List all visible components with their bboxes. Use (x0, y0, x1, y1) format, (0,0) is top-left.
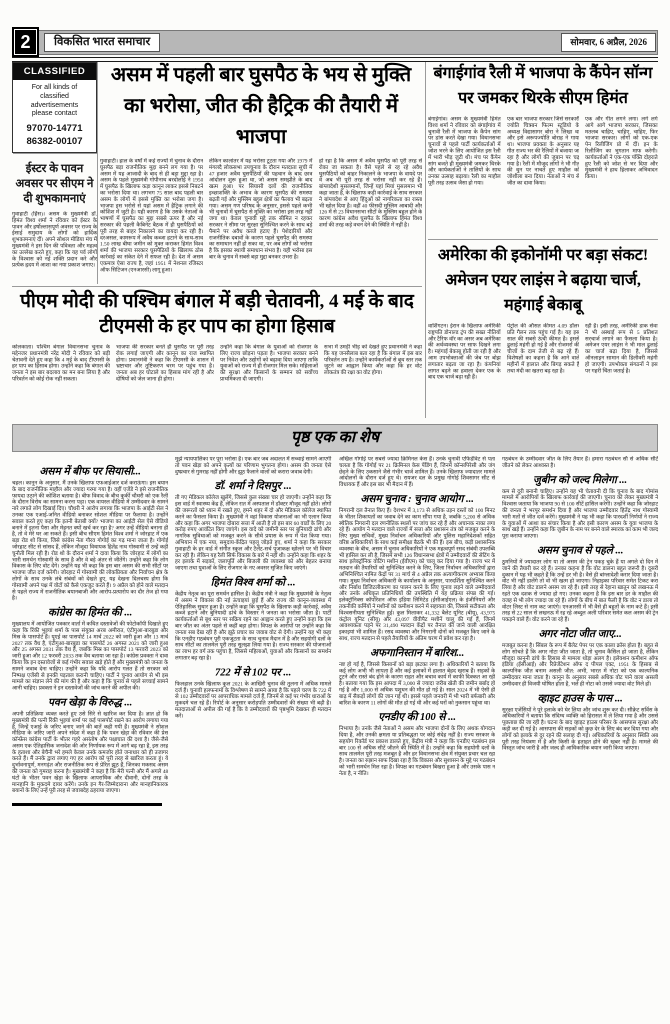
classified-line: classified (40, 92, 69, 100)
classified-phone-1: 97070-14771 (26, 123, 83, 135)
subhead-congress-himanta: कांग्रेस का हिमंत की ... (47, 606, 133, 619)
continuation-paragraph: निभाया है। उनके जैसे नेताओं ने असम और भाजपा दोनों के लिए अथक योगदान दिया है, और उनकी क्षमता या प्रतिबद्धता पर कोई संदेह नहीं है। राज्य सरकार के सहयोग रिकॉर्ड पर प्रकाश डालते हुए, केंद्रीय मंत्री ने कहा कि एनडीए गठबंधन इस बार 100 से अधिक सीटें जीतने की स्थिति में है। उन्होंने कहा कि सहयोगी दलों के साथ तालमेल पूरी तरह मजबूत है और हर विधानसभा क्षेत्र में संयुक्त प्रचार चल रहा है। जनता का रुझान साफ दिखा रहा है कि विकास और सुशासन के मुद्दे पर गठबंधन को भारी समर्थन मिल रहा है। विपक्ष का गठबंधन बिखरा हुआ है और उसके पास न नेता है, न नीति। (338, 725, 495, 777)
classified-phone-2: 86382-00107 (26, 135, 83, 147)
section-band: पृष्ठ एक का शेष (12, 424, 658, 452)
subhead-nda-100-seats: एनडीए की 100 से ... (377, 710, 456, 723)
modi-body-col-2: भाजपा की सरकार बनते ही घुसपैठ पर पूरी तरह रोक लगाई जाएगी और कानून का राज स्थापित होगा। प्रधानमंत्री ने कहा कि टीएमसी के शासन में भ्रष्टाचार और तुष्टिकरण चरम पर पहुंच गया है। जनता अब हर घोटाले का हिसाब मांग रही है और दोषियों को जेल जाना ही होगा। (116, 344, 214, 382)
economy-story (428, 243, 658, 435)
continuation-col-1 (12, 456, 168, 1016)
story-divider-rule (428, 239, 658, 240)
subhead-before-assam-polls: असम चुनाव से पहले ... (536, 543, 624, 556)
issue-date: सोमवार, 6 अप्रैल, 2026 (561, 33, 656, 52)
continuation-paragraph: कम से दूरी बनानी चाहिए। उन्होंने यह भी चेतावनी दी कि चुनाव के बाद गोमांस मामले में आरोपियों के खिलाफ कार्रवाई की जाएगी। चुनाव को लेकर मुख्यमंत्री ने विश्वास जताया कि भाजपा 90 से 100 सीटें हासिल करेगी। उन्होंने कहा कि जोरहाट की जनता ने भरपूर समर्थन दिया है और भाजपा उम्मीदवार हितेंद्र नाथ गोस्वामी भारी मतों से जीत दर्ज करेंगे। मुख्यमंत्री ने यह भी कहा कि पारदर्शी निर्णयों ने राज्य के युवाओं में आशा का संचार किया है और इसी कारण असम के युवा भाजपा के साथ खड़े हैं। उन्होंने कहा कि जुबीन के नाम पर बनने वाले स्मारक का काम भी जल्द पूरा कराया जाएगा। (501, 488, 658, 540)
masthead-title: विकसित भारत समाचार (44, 33, 160, 52)
modi-body-col-3: उन्होंने कहा कि बंगाल के युवाओं को रोजगार के लिए राज्य छोड़ना पड़ता है। भाजपा सरकार बनने पर निवेश और उद्योगों को बढ़ावा दिया जाएगा ताकि युवाओं को राज्य में ही रोजगार मिल सके। महिलाओं की सुरक्षा और किसानों के सम्मान को सर्वोच्च प्राथमिकता दी जाएगी। (220, 344, 318, 382)
continuation-paragraph: सुरक्षा एजेंसियों ने पूरे इलाके को घेर लिया और जांच शुरू कर दी। सीक्रेट सर्विस के अधिकारियों ने बताया कि संदिग्ध व्यक्ति को हिरासत में ले लिया गया है और उससे पूछताछ की जा रही है। घटना के बाद व्हाइट हाउस परिसर के आसपास सुरक्षा और कड़ी कर दी गई है। आसपास की सड़कों को कुछ देर के लिए बंद कर दिया गया और लोगों को इलाके से दूर रहने की सलाह दी गई। अधिकारियों के अनुसार स्थिति अब पूरी तरह नियंत्रण में है और किसी के हताहत होने की खबर नहीं है। मामले की विस्तृत जांच जारी है और जल्द ही आधिकारिक बयान जारी किया जाएगा। (501, 706, 658, 752)
continuation-paragraph: निगरानी दल तैनात किए हैं। देशभर में 3,173 से अधिक उड़न दस्तों को 100 मिनट के भीतर शिकायतों का जवाब देने का काम सौंपा गया है, जबकि 5,200 से अधिक स्थैतिक निगरानी दल रणनीतिक स्थलों पर जांच कर रहे हैं और अचानक नाका लगा रहे हैं। आयोग ने मतदान वाले राज्यों में सत्ता और प्रशासन तंत्र को मजबूत करने के लिए मुख्य सचिवों, मुख्य निर्वाचन अधिकारियों और पुलिस महानिदेशकों सहित वरिष्ठ अधिकारियों के साथ कई समीक्षा बैठकें भी की हैं। इस बीच, कड़ी प्रशासनिक व्यवस्था के बीच, असम में चुनाव अधिकारियों ने एक महत्वपूर्ण रसद संबंधी उपलब्धि भी हासिल कर ली है, जिसमें सभी 126 विधानसभा क्षेत्रों में उम्मीदवारों की सेटिंग के साथ इलेक्ट्रॉनिक वोटिंग मशीन (ईवीएम) को चालू कर दिया गया है। राज्य भर में मतदान की तैयारियों को सुनिश्चित करने के लिए, जिला निर्वाचन अधिकारियों द्वारा अभिनिश्चित नामित केंद्रों पर 31 मार्च से 4 अप्रैल तक अत्यागीकरण अभ्यास किया गया। मुख्य निर्वाचन अधिकारी के कार्यालय के अनुसार, पारदर्शिता सुनिश्चित करने और निर्बाध डिजिटलीकरण का पालन करने के लिए चुनाव लड़ने वाले उम्मीदवारों और उनके अधिकृत प्रतिनिधियों की उपस्थिति में यह प्रक्रिया संपन्न की गई। इलेक्ट्रॉनिक्स कॉर्पोरेशन ऑफ इंडिया लिमिटेड (ईसीआईएल) के इंजीनियरों और तकनीकी कर्मियों ने मशीनों को कमीशन करने में सहायता की, जिससे सटीकता और विश्वसनीयता सुनिश्चित हुई। कुल मिलाकर 41,332 बैलेट यूनिट (बीयू), 43,975 कंट्रोल यूनिट (सीयू) और 43,097 वीवीपैट मशीनें चालू की गई हैं, जिनमें आवश्यकता पड़ने पर 31,490 मतदान केंद्रों पर तैनात की जाने वाली आरक्षित इकाइयां भी शामिल हैं। रसद व्यवस्था और निगरानी दोनों को मजबूत किए जाने के साथ, राज्य मतदान से पहले तैयारियों के अंतिम चरण में प्रवेश कर रहा है। (338, 507, 495, 642)
bongaigaon-story (428, 61, 658, 226)
continuation-paragraph: नष्ट हो गई है, जिससे किसानों को बड़ा झटका लगा है। अधिकारियों ने बताया कि कई लोग अभी भी लापता हैं और कई इलाकों में हालात बेहद खराब हैं। सड़कों के टूटने और रास्ते बंद होने के कारण राहत और बचाव कार्य में काफी दिक्कत आ रही है। बताया गया कि इस आपदा में 3,000 से ज्यादा जरीब खेती की जमीन बर्बाद हो गई है और 1,000 से अधिक पशुधन की मौत हो गई है। साल 2024 में भी ऐसी ही बाढ़ में सैकड़ों लोगों की जान गई थी। इससे पहले जनवरी में भी भारी बर्फबारी और बारिश के कारण 11 लोगों की मौत हो गई थी और कई घरों को नुकसान पहुंचा था। (338, 661, 495, 706)
assam-headline: असम में पहली बार घुसपैठ के भय से मुक्ति का भरोसा, जीत की हैट्रिक की तैयारी में भाजपा (110, 64, 412, 148)
continuation-paragraph: मजबूत करना है। सिंबल के रूप में बैलेट पेपर पर एक काला क्रॉस होता है। बहुत से लोग सोचते हैं कि अगर नोटा जीत जाता है, तो चुनाव कैंसिल हो जाता है, लेकिन मौजूदा कानूनी ढांचे के हिसाब से मामला थोड़ा अलग है। इलेक्शन कमीशन ऑफ इंडिया (ईसीआई) और रिप्रेजेंटेशन ऑफ द पीपल एक्ट, 1951 के हिसाब से काल्पनिक जीत बनाम असली जीत: अभी, भारत में नोटा को एक काल्पनिक उम्मीदवार माना जाता है। कानून के अनुसार सबसे अधिक वोट पाने वाला असली उम्मीदवार ही विजयी घोषित होता है, भले ही नोटा को उससे ज्यादा वोट मिले हों। (501, 642, 658, 687)
economy-body-col-3: रही है। इसी तरह, अमेरिकी डाक सेवा ने भी अस्थाई रूप से 5 प्रतिशत सरचार्ज लगाने का फैसला किया है। अमेजन एयर लाइंस ने भी माल ढुलाई का चार्ज बढ़ा दिया है, जिससे ऑनलाइन सामान की डिलीवरी महंगी हो जाएगी। उपभोक्ता संगठनों ने इस पर गहरी चिंता जताई है। (585, 323, 659, 374)
continuation-paragraph: मुख्यालय में आयोजित पत्रकार वार्ता में कथित दस्तावेजों की फोटोकॉपी दिखाते हुए कहा कि रिंकी भुइयां शर्मा के पास संयुक्त अरब अमीरात, एंटीगुआ-बारबुडा और मिस्र के पासपोर्ट हैं। यूएई का पासपोर्ट 14 मार्च 2022 को जारी हुआ और 13 मार्च 2027 तक वैध है, एंटीगुआ-बारबुडा का पासपोर्ट 26 अगस्त 2021 को जारी हुआ और 25 अगस्त 2031 तक वैध है, जबकि मिस्र का पासपोर्ट 13 फरवरी 2023 को जारी हुआ और 12 फरवरी 2033 तक वैध बताया जा रहा है। कांग्रेस प्रवक्ता ने दावा किया कि इन दस्तावेजों से कई गंभीर सवाल खड़े होते हैं और मुख्यमंत्री को जनता के सामने जवाब देना चाहिए। उन्होंने कहा कि यदि आरोप गलत हैं तो सरकार को निष्पक्ष एजेंसी से इनकी पड़ताल करानी चाहिए। पार्टी ने चुनाव आयोग से भी इस मामले का संज्ञान लेने की मांग की है और कहा है कि चुनाव से पहले सच्चाई सामने आनी चाहिए। प्रवक्ता ने इन दस्तावेजों की जांच करने की अपील की। (12, 621, 169, 692)
economy-body-col-1: वाशिंगटन। ईरान के खिलाफ अमेरिकी राष्ट्रपति डोनाल्ड ट्रंप की सख्त नीतियों और टैरिफ वॉर का असर अब अमेरिका की अर्थव्यवस्था पर साफ दिखने लगा है। महंगाई बेकाबू होती जा रही है और आम उपभोक्ताओं की जेब पर बोझ लगातार बढ़ता जा रहा है। कंपनियां लागत बढ़ने का हवाला देकर एक के बाद एक चार्ज बढ़ा रही हैं। (428, 323, 501, 381)
bongaigaon-body-col-3: एक और गीत लगने लगा। लगे लगे आगे आगे भाजपा सरकार, जिसका मतलब चाहिए, चाहिए, चाहिए, फिर भाजपा सरकार। लोगों को एक-एक पेन रिलीजिंग प्रो में दीं। इन के रिलीजिंग का भुगतान माफ करेगी। कार्यकर्ताओं ने एक-एक पंक्ति दोहराते हुए रैली को जोश से भर दिया और मुख्यमंत्री ने हाथ हिलाकर अभिवादन किया। (585, 116, 659, 180)
subhead-pawan-khera: पवन खेड़ा के विरुद्ध ... (48, 695, 133, 708)
subhead-dr-sharma-dispur: डॉ. शर्मा ने दिसपुर ... (214, 479, 292, 492)
continuation-paragraph: चहल। कानून के अनुसार, मैं उनके खिलाफ एफआईआर दर्ज कराऊंगा। इस बयान के बाद राजनीतिक माहौल और ज्यादा गरमा गया है। वहीं एजेंडे ने इसे राजनीतिक फायदा उठाने की कोशिश बताया है। बीफ विवाद के बीच कुर्की चौधरी को एक रैली के दौरान विरोध का सामना करना पड़ा। एक वायरल वीडियो में उम्मीदवार के सामने नारे लगाते लोग दिखाई दिए। चौधरी ने आरोप लगाया कि भाजपा के आईटी सेल ने उनका एक एआई-जनित वीडियो बनाकर सोशल मीडिया पर फैलाया है। उन्होंने सवाल करते हुए कहा कि इतनी बेताबी क्यों? भाजपा का आईटी सेल ऐसे वीडियो बनाने में इतना पैसा और मेहनत क्यों खर्च कर रहा है? अगर उन्हें वीडियो बनाना ही है, तो वे मेरे घर आ सकते हैं। इसी बीच सीएम हिमंत विश्व शर्मा ने जोरहाट में एक बड़ा रोड शो किया, जिसे कांग्रेस नेता गौरव गोगोई का गढ़ माना जाता है। गोगोई जोरहाट सीट से सांसद हैं, लेकिन मौजूदा विधायक हितेंद्र नाथ गोस्वामी से उन्हें कड़ी चुनौती मिल रही है। रोड शो के दौरान शर्मा ने दावा किया कि जोरहाट में लोगों का भारी समर्थन गोस्वामी के साथ है और वे बड़े अंतर से जीतेंगे। उन्होंने कहा कि लोग विकास के लिए वोट देंगे। उन्होंने यह भी कहा कि इस बार असम की सभी सीटों पर भाजपा जीत दर्ज करेगी। जोरहाट में गोस्वामी की लोकप्रियता और निर्वाचन क्षेत्र के लोगों के साथ उनके लंबे संबंधों को देखते हुए, यह देखना दिलचस्प होगा कि गोस्वामी अपने पक्ष में वोटों को कैसे एकजुट करते हैं। 9 अप्रैल को होने वाले मतदान से पहले राज्य में राजनीतिक बयानबाजी और आरोप-प्रत्यारोप का दौर तेज हो गया है। (12, 480, 169, 602)
continuation-paragraph: मुझे न्यायपालिका पर पूरा भरोसा है। एक बार जब अदालत में सच्चाई सामने आएगी तो पवन खेड़ा को अपने कृत्यों का परिणाम भुगतना होगा। असम की जनता ऐसे दुष्प्रचार से गुमराह नहीं होगी और झूठ फैलाने वालों को करारा जवाब देगी। (175, 456, 332, 475)
economy-body-col-2: पेट्रोल की औसत कीमत 4.09 डॉलर प्रति गैलन तक पहुंच गई है। यह इस साल की सबसे ऊंची कीमत है। इससे ढुलाई महंगी हो गई है और रोजमर्रा की चीजों के दाम तेजी से बढ़ रहे हैं। विशेषज्ञों का कहना है कि आने वाले महीनों में हालात और बिगड़ सकते हैं तथा मंदी का खतरा बढ़ रहा है। (506, 323, 580, 374)
bongaigaon-body-col-2: एक बार भाजपा सरकार जिसे सरकारी ज्योति चित्रबन फिल्म स्टूडियो के अध्यक्ष विद्यासागर बोरा ने लिखा था और इसे अरूपज्योति बोराह ने गाया था। भाजपा प्रवक्ता के अनुसार यह गीत राज्य भर की रैलियों में बजाया जा रहा है और लोगों की जुबान पर चढ़ गया है। रैली में मौजूद लोगों ने भी गीत की धुन पर नाचते हुए माहौल को जोशीला बना दिया। नेताओं ने मंच से जीत का दावा किया। (506, 116, 580, 186)
classified-ad-box (12, 62, 97, 153)
continuation-paragraph: अखिल गोगोई पर सबसे ज्यादा क्रिमिनल केस हैं। उनके चुनावी एफिडेविट से पता चलता है कि गोगोई पर 21 क्रिमिनल केस पेंडिंग हैं, जिनमें कॉन्सपिरेसी और जंग छेड़ने के लिए उकसाने जैसे गंभीर चार्ज शामिल हैं। उनके खिलाफ ज्यादातर मामले आंदोलनों के दौरान दर्ज हुए थे। रायजर दल के प्रमुख गोगोई शिवसागर सीट से विधायक हैं और इस बार भी मैदान में हैं। (338, 456, 495, 488)
bongaigaon-headline: बंगाईगांव रैली में भाजपा के कैंपेन सॉन्ग पर जमकर थिरके सीएम हिमंत (433, 65, 653, 107)
continuation-col-4 (502, 456, 658, 1016)
subhead-election-commission: असम चुनाव : चुनाव आयोग ... (359, 492, 474, 505)
continuation-paragraph: ती गए मेडिकल कॉलेज खुलेंगे, जिससे कुल संख्या चार हो जाएगी। उन्होंने कहा कि इस वार्ड में स्वास्थ्य केंद्र हैं, लेकिन रात में अस्पताल में डॉक्टर मौजूद नहीं होते। लोगों की जरूरतों को ध्यान में रखते हुए, हमने शहर में दो और मेडिकल कॉलेज स्थापित करने का फैसला किया है। मुख्यमंत्री ने वहां विकास योजनाओं का भी एलान किया और कहा कि अगर भाजपा दोबारा सत्ता में आती है तो इस बार 60 वार्डों के लिए 20 करोड़ रुपए आवंटित किए जाएंगे। इस वादे को जमीनी स्तर पर बुनियादी ढांचे और नागरिक सुविधाओं को मजबूत करने के सीधे प्रयास के रूप में पेश किया गया। अभियान में एक नया, समुदाय-केंद्रित पहलू जोड़ते हुए, शर्मा ने कहा कि सरकार गुवाहाटी के हर वार्ड में संगीत स्कूल और टैलेंट-सर्च पूजाकक्ष खोलने पर भी विचार कर रही है। लेकिन यह रैली सिर्फ विकास के बारे में नहीं थी। उन्होंने कहा कि शहर के हर इलाके में सड़कों, जलापूर्ति और बिजली की व्यवस्था को और बेहतर बनाया जाएगा तथा युवाओं के लिए रोजगार के नए अवसर सृजित किए जाएंगे। (175, 494, 332, 572)
continuation-paragraph: ठुमनियों में ज्यादातर लोग या तो असम की ट्रेन पकड़ चुके हैं या अगले दो दिन में जाने की तैयारी कर रहे हैं। उनका कहना है कि वोट डालना बहुत जरूरी है। दूसरी दुकान में यह भी कहते हैं कि उन्हें डर भी है। वैसे ही बांग्लादेशी करार दिया जाता है। वोट भी नहीं डालेंगे तो वो भी खत्म हो जाएगा। निहाइका परिवार समेत टिकट करा लिया है और वोट डालने असम जा रहे हैं। इसी तरह से रेहाना खातून को लखनऊ में रहते एक दशक से ज्यादा हो गए। उनका कहना है कि इस बार डर के माहौल की वजह से भी लोग ज्यादा जा रहे हैं। लोगों के बीच में बात फैली है कि वोट न डाला तो वोटर लिस्ट से नाम कट जाएंगे। एनआरसी में भी वैसे ही बहुतों के नाम कटे हैं। इसी तरह से 22 साल से लखनऊ में रह रहे अब्दुल अली परिवार समेत कल असम की ट्रेन पकड़ने वाले हैं। वोट करने जा रहे हैं। (501, 558, 658, 623)
page-number: 2 (12, 27, 39, 57)
classified-line: For all kinds of (31, 84, 78, 91)
subhead-himanta-support: हिमंत विश्व शर्मा को ... (211, 575, 296, 588)
end-rule (12, 803, 162, 806)
continuation-col-3 (339, 456, 495, 1016)
classified-line: advertisements (30, 101, 79, 109)
page-one-continuation (12, 456, 658, 1016)
continuation-paragraph: फिलहाल उनके खिलाफ कुल 2021 के आखिरी चुनाव की तुलना में अधिक मामले दर्ज हैं। चुनावी हलफनामों के विश्लेषण से सामने आया है कि पहले चरण के 722 में से 102 उम्मीदवारों पर आपराधिक मामले दर्ज हैं, जिनमें से कई पर गंभीर धाराओं के मुकदमे चल रहे हैं। रिपोर्ट के अनुसार करोड़पति उम्मीदवारों की संख्या भी बढ़ी है। मतदाताओं से अपील की गई है कि वे उम्मीदवारों की पृष्ठभूमि देखकर ही मतदान करें। (175, 680, 332, 719)
subhead-if-nota-wins: अगर नोटा जीत जाए... (538, 627, 622, 640)
modi-body-col-1: कोलकाता। पश्चिम बंगाल विधानसभा चुनाव के मद्देनजर प्रधानमंत्री नरेंद्र मोदी ने रविवार को बड़ी चेतावनी देते हुए कहा कि 4 मई के बाद टीएमसी के हर पाप का हिसाब होगा। उन्होंने कहा कि बंगाल की जनता ने इस बार बदलाव का मन बना लिया है और परिवर्तन को कोई रोक नहीं सकता। (12, 344, 110, 382)
modi-story (12, 289, 422, 410)
continuation-paragraph: गठबंधन के उम्मीदवार जीत के लिए तैयार हैं। हमारा गठबंधन सौ से अधिक सीटें जीतने को लेकर आश्वस्त है। (501, 456, 658, 469)
bongaigaon-body-col-1: बंगाईगांव। असम के मुख्यमंत्री हिमंत विश्व शर्मा ने रविवार को बंगाईगांव में चुनावी रैली में भाजपा के कैंपेन सांग पर डांस करते देखा गया। विधानसभा चुनावों से पहले पार्टी कार्यकर्ताओं में जोश भरने के लिए आयोजित इस रैली में भारी भीड़ जुटी थी। मंच पर कैंपेन सांग बजते ही मुख्यमंत्री जमकर थिरके और कार्यकर्ताओं ने तालियों के साथ उनका उत्साह बढ़ाया। रैली का माहौल पूरी तरह उत्सव जैसा हो गया। (428, 116, 501, 186)
easter-story-headline: ईस्टर के पावन अवसर पर सीएम ने दी शुभकामनाएं (15, 163, 94, 206)
modi-headline: पीएम मोदी की पश्चिम बंगाल में बड़ी चेतावनी, 4 मई के बाद टीएमसी के हर पाप का होगा हिसाब (20, 291, 414, 337)
easter-story-body: गुवाहाटी (हिंस)। असम के मुख्यमंत्री डॉ. हिमंत विश्व शर्मा ने रविवार को ईस्टर के पावन और हर्षोल्लासपूर्ण अवसर पर राज्य के ईसाई समुदाय के लोगों को हार्दिक शुभकामनाएं दीं। अपने सोशल मीडिया मंच में मुख्यमंत्री ने इस दिन की पवित्रता और महत्व का उल्लेख करते हुए, कहा कि यह पर्व लोगों के विश्वास को नई शक्ति प्रदान करे और प्रत्येक हृदय में आशा का नया प्रकाश जगाए। (12, 211, 97, 269)
modi-body-col-4: सभा में उमड़ी भीड़ को देखते हुए प्रधानमंत्री ने कहा कि यह जनसैलाब बता रहा है कि बंगाल में इस बार परिवर्तन तय है। उन्होंने कार्यकर्ताओं से बूथ स्तर तक जुटने का आह्वान किया और कहा कि हर वोट लोकतंत्र की रक्षा का वोट होगा। (324, 344, 422, 376)
subhead-afghanistan-rain: अफगानिस्तान में बारिश... (369, 646, 464, 659)
header-bar (12, 30, 658, 55)
continuation-paragraph: अपनी प्रतिक्रिया व्यक्त करते हुए उसे सिरे से खारिज कर दिया है। ज्ञात हो कि मुख्यमंत्री की पत्नी रिंकी भुइयां शर्मा पर कई पासपोर्ट रखने का आरोप लगाया गया है, जिन्हें एआई के जरिए बनाए जाने की बातें कही गयी हैं। मुख्यमंत्री ने सोशल मीडिया के जरिए जारी अपने संदेश में कहा है कि पवन खेड़ा की रविवार की प्रेस कॉन्फ्रेंस कांग्रेस पार्टी के भीतर गहरे असंतोष और पक्षाघात की दशा है। जैसे-जैसे असम एक ऐतिहासिक जनादेश की ओर निर्णायक रूप में आगे बढ़ रहा है, इस तरह के हताशा और बेचैनी भरे हमले केवल उनके कमजोर होते जनाधार को ही उजागर करते हैं। मैं उनके द्वारा लगाए गए हर आरोप को पूरी तरह से खारिज करता हूं। ये दुर्भावनापूर्ण, मनगढ़ंत और राजनीतिक रूप से प्रेरित झूठ हैं, जिनका मकसद असम की जनता को गुमराह करना है। मुख्यमंत्री ने कहा है कि मेरी पत्नी और मैं अगले 48 घंटों के भीतर पवन खेड़ा के खिलाफ आपराधिक और दीवानी, दोनों तरह के मानहानि के मुकदमे दायर करेंगे। उनके इन गैर-जिम्मेदाराना और मानहानिकारक बयानों के लिए उन्हें पूरी तरह से जवाबदेह ठहराया जाएगा। (12, 710, 169, 794)
assam-body-col-1: गुवाहाटी। हाल के वर्षों में कई राज्यों में चुनाव के दौरान घुसपैठ बड़ा राजनीतिक मुद्दा बनने लग गया है। पर असम में यह आजादी के बाद से ही बड़ा मुद्दा रहा है। असम के पहले मुख्यमंत्री गोपीनाथ बरदोलोई ने 1950 में घुसपैठ के खिलाफ कड़ा कानून लाकर इससे निबटने का भरोसा दिया था। लगभग 75 साल बाद पहली बार असम के लोगों में इससे मुक्ति का भरोसा जगा है। भाजपा इस भरोसे से यहां असम में हैट्रिक लगाने की कोशिश में जुटी है। यही कारण है कि उसके नेताओं के भाषणों में घुसपैठ का मुद्दा सबसे ऊपर है और नई सरकार की पहली कैबिनेट बैठक में ही घुसपैठियों को पूरी तरह से बाहर निकालने का वायदा कर रही है। दरअसल, कामरूप में अवैध कब्जा हटाने के साथ-साथ 1.50 लाख बीघा जमीन को मुक्त कराकर हिमंत विश्व शर्मा की भाजपा सरकार घुसपैठियों के खिलाफ ठोस कार्रवाई का संकेत देने में सफल रही है। देश में असम एकमात्र ऐसा राज्य है, जहां 1951 में नेशनल रजिस्टर ऑफ सिटिजन (एनआरसी) लागू हुआ। (100, 158, 204, 273)
left-sidebar (12, 62, 97, 269)
subhead-near-white-house: व्हाइट हाउस के पास ... (537, 691, 623, 704)
assam-lead-story (100, 60, 422, 316)
classified-line: please contact (31, 110, 78, 118)
classified-title: CLASSIFIED (13, 63, 96, 80)
subhead-beef-politics: असम में बीफ पर सियासी... (39, 465, 141, 477)
continuation-col-2 (175, 456, 331, 1016)
column-rule (425, 62, 426, 418)
continuation-paragraph: केंद्रीय नेतृत्व का पूरा समर्थन हासिल है। केंद्रीय मंत्री ने कहा कि मुख्यमंत्री के नेतृत्व में असम ने विकास की नई ऊंचाइयां छुई हैं और राज्य की कानून-व्यवस्था में ऐतिहासिक सुधार हुआ है। उन्होंने कहा कि घुसपैठ के खिलाफ कड़ी कार्रवाई, अवैध कब्जे हटाने और बुनियादी ढांचे के विस्तार ने जनता का भरोसा जीता है। पार्टी कार्यकर्ताओं से बूथ स्तर पर सक्रिय रहने का आह्वान करते हुए उन्होंने कहा कि इस बार जीत का अंतर पहले से कहीं बड़ा होगा। विपक्ष के आरोपों पर उन्होंने कहा कि जनता सब देख रही है और झूठे प्रचार का जवाब वोट से देगी। उन्होंने यह भी कहा कि एनडीए गठबंधन पूरी एकजुटता के साथ चुनाव मैदान में है और सहयोगी दलों के साथ सीटों का तालमेल पूरी तरह सुलझा लिया गया है। राज्य सरकार की योजनाओं का लाभ हर वर्ग तक पहुंचा है, जिससे महिलाओं, युवाओं और किसानों का समर्थन लगातार बढ़ रहा है। (175, 590, 332, 661)
column-rule (97, 62, 98, 284)
assam-body-col-2: लेकिन कालांतर में यह भरोसा टूटता गया और 1979 में मंगलदै लोकसभा उपचुनाव के दौरान मतदाता सूची में 47 हजार अवैध घुसपैठियों की पहचान के बाद छात्र आंदोलन शुरू हुआ था, जो असम समझौते के बाद खत्म हुआ। पर सियासी दलों की राजनीतिक इच्छाशक्ति के अभाव के कारण घुसपैठ की समस्या बढ़ती गई और मुस्लिम बहुल क्षेत्रों का फैलाव भी बढ़ता गया। असम गण परिषद के अनुसार, इससे पहले कभी भी चुनावों में घुसपैठ से मुक्ति का भरोसा इस तरह नहीं जगा था। केवल चुनावी मुद्दे तक सीमित न रहकर सरकार ने सीमा पर सुरक्षा सुनिश्चित करने के साथ बड़े पैमाने पर अवैध कब्जे हटाए हैं। पेशेदारियों और राजनीतिक दबावों के कारण पहले घुसपैठ की समस्या का समाधान नहीं हो सका था, पर अब लोगों को भरोसा है कि इसका स्थायी समाधान संभव है। यही भरोसा इस बार के चुनाव में सबसे बड़ा मुद्दा बनकर उभरा है। (209, 158, 313, 260)
subhead-zubeen: जुबीन को जल्द मिलेगा ... (532, 473, 627, 486)
economy-headline: अमेरिका की इकोनॉमी पर बड़ा संकट! अमेजन एयर लाइंस ने बढ़ाया चार्ज, महंगाई बेकाबू (437, 247, 649, 314)
assam-body-col-3: हो रहा है कि असम में अवैध घुसपैठ को पूरी तरह से रोका जा सकता है। वैसे पहले से रह रहे अवैध घुसपैठियों को बाहर निकालने के भाजपा के वायदे पर वे अब भी पूरी तरह से भरोसा नहीं कर रहे हैं। बांग्लादेशी मुसलमानों, जिन्हें यहां मियां मुसलमान भी कहा जाता है, के खिलाफ कड़ी कार्रवाई के साथ सरकार ने बांग्लादेश से आए हिंदुओं को नागरिकता का रास्ता भी खोल दिया है। वहीं 40 फीसदी मुस्लिम आबादी और 126 में से 23 विधानसभा सीटों के मुस्लिम बहुल होने के कारण कांग्रेस अवैध घुसपैठ के खिलाफ हिमंत विश्व शर्मा की तरह कड़े वचन देने की स्थिति में नहीं है। (318, 158, 422, 228)
story-divider-rule (12, 286, 422, 287)
subhead-722-candidates: 722 में से 102 पर ... (215, 665, 292, 678)
